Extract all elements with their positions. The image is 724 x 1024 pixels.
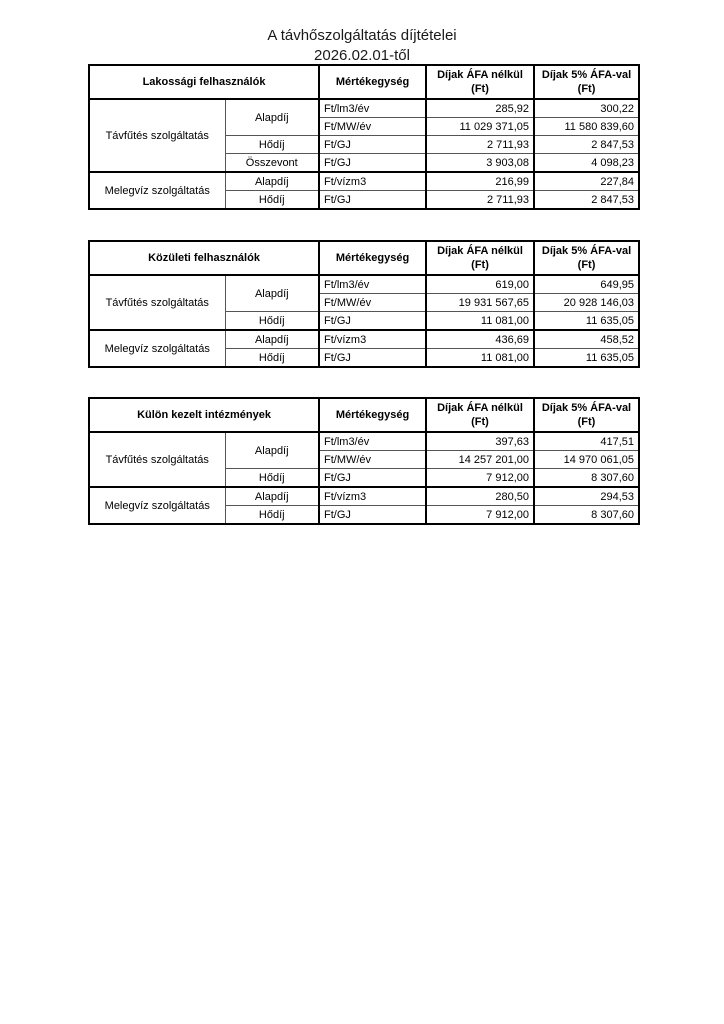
net-value-cell: 3 903,08 [426, 154, 534, 173]
gross-value-cell: 649,95 [534, 275, 639, 294]
net-value-cell: 7 912,00 [426, 506, 534, 525]
fees-table-institutions [88, 397, 640, 525]
table-row [89, 487, 639, 506]
unit-cell: Ft/lm3/év [319, 432, 426, 451]
net-value-cell: 2 711,93 [426, 191, 534, 210]
col-header-net-line2: (Ft) [471, 259, 489, 271]
table-row [89, 275, 639, 294]
unit-cell: Ft/GJ [319, 191, 426, 210]
col-header-gross [534, 65, 639, 99]
gross-value-cell: 8 307,60 [534, 469, 639, 488]
table-row [89, 99, 639, 118]
unit-cell: Ft/GJ [319, 506, 426, 525]
col-header-gross-line1: Díjak 5% ÁFA-val [541, 244, 632, 257]
unit-cell: Ft/MW/év [319, 451, 426, 469]
net-value-cell: 2 711,93 [426, 136, 534, 154]
unit-cell: Ft/GJ [319, 469, 426, 488]
col-header-gross-line2: (Ft) [577, 259, 596, 271]
table-title: Külön kezelt intézmények [89, 398, 319, 432]
col-header-net [426, 241, 534, 275]
header-row [89, 241, 639, 275]
net-value-cell: 397,63 [426, 432, 534, 451]
col-header-net-line1: Díjak ÁFA nélkül [437, 401, 523, 414]
col-header-net [426, 398, 534, 432]
header-row [89, 398, 639, 432]
fee-cell: Hődíj [225, 469, 319, 488]
net-value-cell: 11 081,00 [426, 349, 534, 368]
net-value-cell: 7 912,00 [426, 469, 534, 488]
unit-cell: Ft/GJ [319, 154, 426, 173]
unit-cell: Ft/GJ [319, 136, 426, 154]
fee-cell: Hődíj [225, 312, 319, 331]
net-value-cell: 11 029 371,05 [426, 118, 534, 136]
fee-cell: Alapdíj [225, 432, 319, 469]
gross-value-cell: 417,51 [534, 432, 639, 451]
col-header-unit: Mértékegység [319, 241, 426, 275]
col-header-net-line1: Díjak ÁFA nélkül [437, 244, 523, 257]
service-cell: Melegvíz szolgáltatás [89, 172, 225, 209]
gross-value-cell: 294,53 [534, 487, 639, 506]
page-title: A távhőszolgáltatás díjtételei [267, 27, 457, 44]
fee-cell: Alapdíj [225, 275, 319, 312]
col-header-net-line2: (Ft) [471, 83, 489, 95]
header-row [89, 65, 639, 99]
effective-date: 2026.02.01-től [314, 47, 410, 64]
fee-cell: Alapdíj [225, 99, 319, 136]
col-header-gross-line2: (Ft) [577, 416, 596, 428]
gross-value-cell: 2 847,53 [534, 136, 639, 154]
net-value-cell: 619,00 [426, 275, 534, 294]
service-cell: Melegvíz szolgáltatás [89, 487, 225, 524]
gross-value-cell: 4 098,23 [534, 154, 639, 173]
unit-cell: Ft/GJ [319, 312, 426, 331]
unit-cell: Ft/GJ [319, 349, 426, 368]
col-header-unit: Mértékegység [319, 398, 426, 432]
unit-cell: Ft/vízm3 [319, 330, 426, 349]
fee-cell: Hődíj [225, 349, 319, 368]
col-header-gross-line2: (Ft) [577, 83, 596, 95]
gross-value-cell: 11 635,05 [534, 349, 639, 368]
col-header-net-line1: Díjak ÁFA nélkül [437, 68, 523, 81]
net-value-cell: 436,69 [426, 330, 534, 349]
net-value-cell: 280,50 [426, 487, 534, 506]
net-value-cell: 14 257 201,00 [426, 451, 534, 469]
fee-cell: Alapdíj [225, 487, 319, 506]
col-header-unit: Mértékegység [319, 65, 426, 99]
unit-cell: Ft/MW/év [319, 294, 426, 312]
fees-table-public [88, 240, 640, 368]
col-header-gross-line1: Díjak 5% ÁFA-val [541, 401, 632, 414]
service-cell: Melegvíz szolgáltatás [89, 330, 225, 367]
unit-cell: Ft/lm3/év [319, 275, 426, 294]
col-header-gross [534, 241, 639, 275]
fees-table-residential [88, 64, 640, 210]
table-row [89, 330, 639, 349]
gross-value-cell: 14 970 061,05 [534, 451, 639, 469]
unit-cell: Ft/vízm3 [319, 487, 426, 506]
gross-value-cell: 2 847,53 [534, 191, 639, 210]
gross-value-cell: 20 928 146,03 [534, 294, 639, 312]
service-cell: Távfűtés szolgáltatás [89, 99, 225, 172]
fee-cell: Hődíj [225, 506, 319, 525]
table-title: Közületi felhasználók [89, 241, 319, 275]
gross-value-cell: 300,22 [534, 99, 639, 118]
table-row [89, 432, 639, 451]
service-cell: Távfűtés szolgáltatás [89, 275, 225, 330]
gross-value-cell: 458,52 [534, 330, 639, 349]
col-header-gross-line1: Díjak 5% ÁFA-val [541, 68, 632, 81]
col-header-net-line2: (Ft) [471, 416, 489, 428]
gross-value-cell: 8 307,60 [534, 506, 639, 525]
fee-cell: Alapdíj [225, 172, 319, 191]
fee-cell: Összevont [225, 154, 319, 173]
net-value-cell: 285,92 [426, 99, 534, 118]
fee-cell: Hődíj [225, 191, 319, 210]
net-value-cell: 19 931 567,65 [426, 294, 534, 312]
col-header-gross [534, 398, 639, 432]
gross-value-cell: 11 635,05 [534, 312, 639, 331]
service-cell: Távfűtés szolgáltatás [89, 432, 225, 487]
table-row [89, 172, 639, 191]
unit-cell: Ft/MW/év [319, 118, 426, 136]
fee-cell: Hődíj [225, 136, 319, 154]
fee-cell: Alapdíj [225, 330, 319, 349]
gross-value-cell: 227,84 [534, 172, 639, 191]
net-value-cell: 216,99 [426, 172, 534, 191]
unit-cell: Ft/lm3/év [319, 99, 426, 118]
unit-cell: Ft/vízm3 [319, 172, 426, 191]
net-value-cell: 11 081,00 [426, 312, 534, 331]
table-title: Lakossági felhasználók [89, 65, 319, 99]
col-header-net [426, 65, 534, 99]
gross-value-cell: 11 580 839,60 [534, 118, 639, 136]
